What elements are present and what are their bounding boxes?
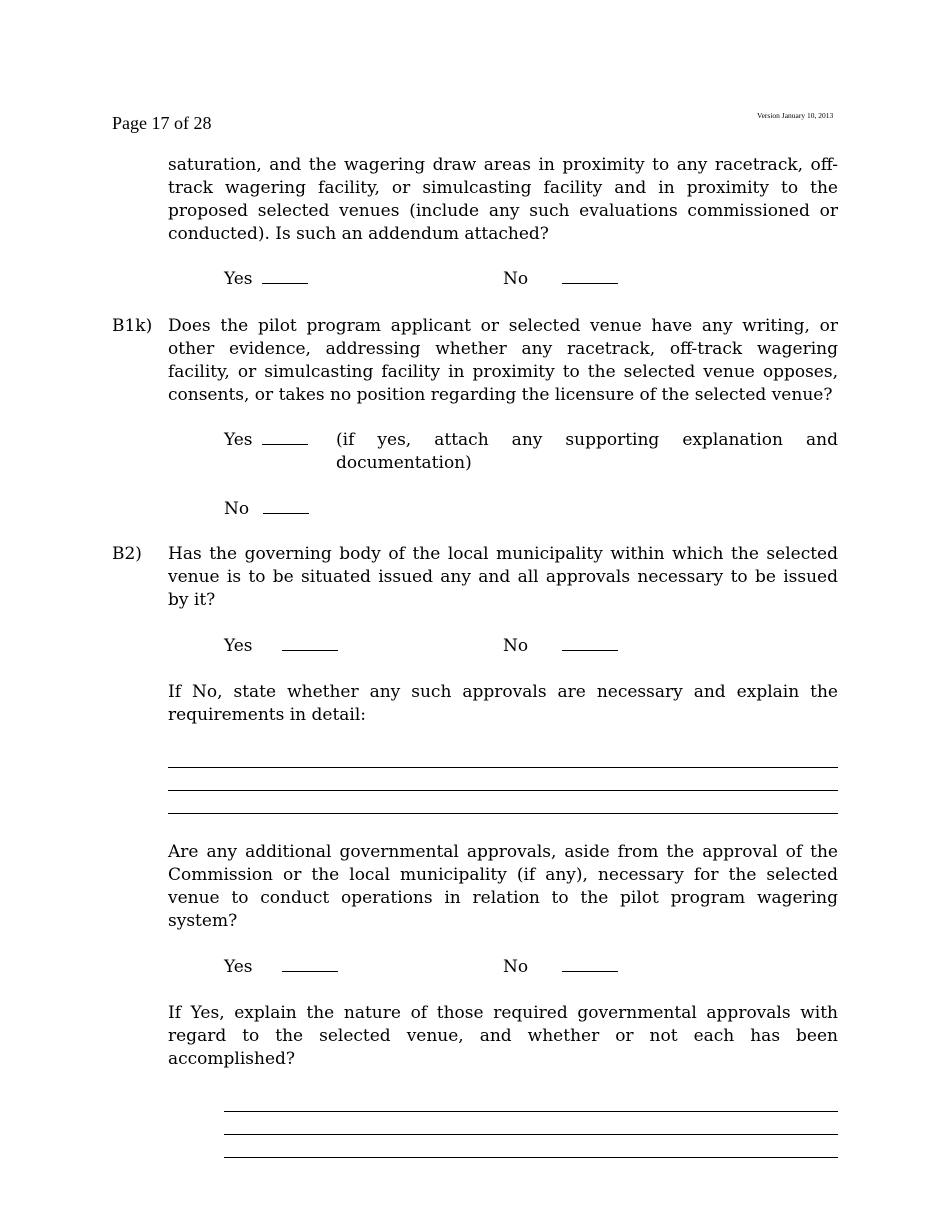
- continuation-paragraph: saturation, and the wagering draw areas in proximity to any racetrack, off-track wagering facility, or simulcasting facility and in proximity to the proposed selected venues (include any such evaluations commissioned or conducted). Is such an addendum attached?: [168, 155, 838, 244]
- no-label: No: [503, 269, 529, 289]
- question-number-b1k: B1k): [112, 316, 153, 336]
- yes-blank[interactable]: [262, 282, 308, 284]
- additional-yes: [224, 956, 338, 979]
- answer-line[interactable]: [224, 1111, 838, 1112]
- b2-yes: [224, 635, 338, 658]
- answer-line[interactable]: [224, 1134, 838, 1135]
- answer-line[interactable]: [168, 813, 838, 814]
- no-label: No: [503, 957, 529, 977]
- question-b2-text: Has the governing body of the local municipality within which the selected venue is to be situated issued any and all approvals necessary to be issued by it?: [168, 544, 838, 610]
- version-date: Version January 10, 2013: [757, 111, 834, 120]
- no-blank[interactable]: [562, 649, 618, 651]
- b1k-yes-note: (if yes, attach any supporting explanation and documentation): [336, 430, 838, 473]
- additional-no: [503, 956, 618, 979]
- no-label: No: [503, 636, 529, 656]
- no-blank[interactable]: [263, 512, 309, 514]
- yes-label: Yes: [224, 430, 253, 450]
- continuation-no: [503, 268, 618, 291]
- answer-line[interactable]: [168, 790, 838, 791]
- page-number: Page 17 of 28: [112, 113, 212, 133]
- if-no-instructions: If No, state whether any such approvals are necessary and explain the requirements in detail:: [168, 682, 838, 725]
- b1k-yes: [224, 429, 308, 452]
- continuation-yes: [224, 268, 308, 291]
- no-blank[interactable]: [562, 282, 618, 284]
- yes-label: Yes: [224, 636, 253, 656]
- answer-line[interactable]: [168, 767, 838, 768]
- no-label: No: [224, 499, 250, 519]
- yes-blank[interactable]: [262, 443, 308, 445]
- b1k-no: [224, 498, 309, 521]
- yes-label: Yes: [224, 957, 253, 977]
- question-number-b2: B2): [112, 544, 142, 564]
- if-yes-instructions: If Yes, explain the nature of those required governmental approvals with regard to the selected venue, and whether or not each has been accomplished?: [168, 1003, 838, 1069]
- yes-blank[interactable]: [282, 649, 338, 651]
- b2-no: [503, 635, 618, 658]
- no-blank[interactable]: [562, 970, 618, 972]
- additional-approvals-question: Are any additional governmental approvals, aside from the approval of the Commission or the local municipality (if any), necessary for the selected venue to conduct operations in relation to the pilot program wagering system?: [168, 842, 838, 931]
- yes-blank[interactable]: [282, 970, 338, 972]
- answer-line[interactable]: [224, 1157, 838, 1158]
- question-b1k-text: Does the pilot program applicant or selected venue have any writing, or other evidence, addressing whether any racetrack, off-track wagering facility, or simulcasting facility in proximity to the selected venue opposes, consents, or takes no position regarding the licensure of the selected venue?: [168, 316, 838, 405]
- yes-label: Yes: [224, 269, 253, 289]
